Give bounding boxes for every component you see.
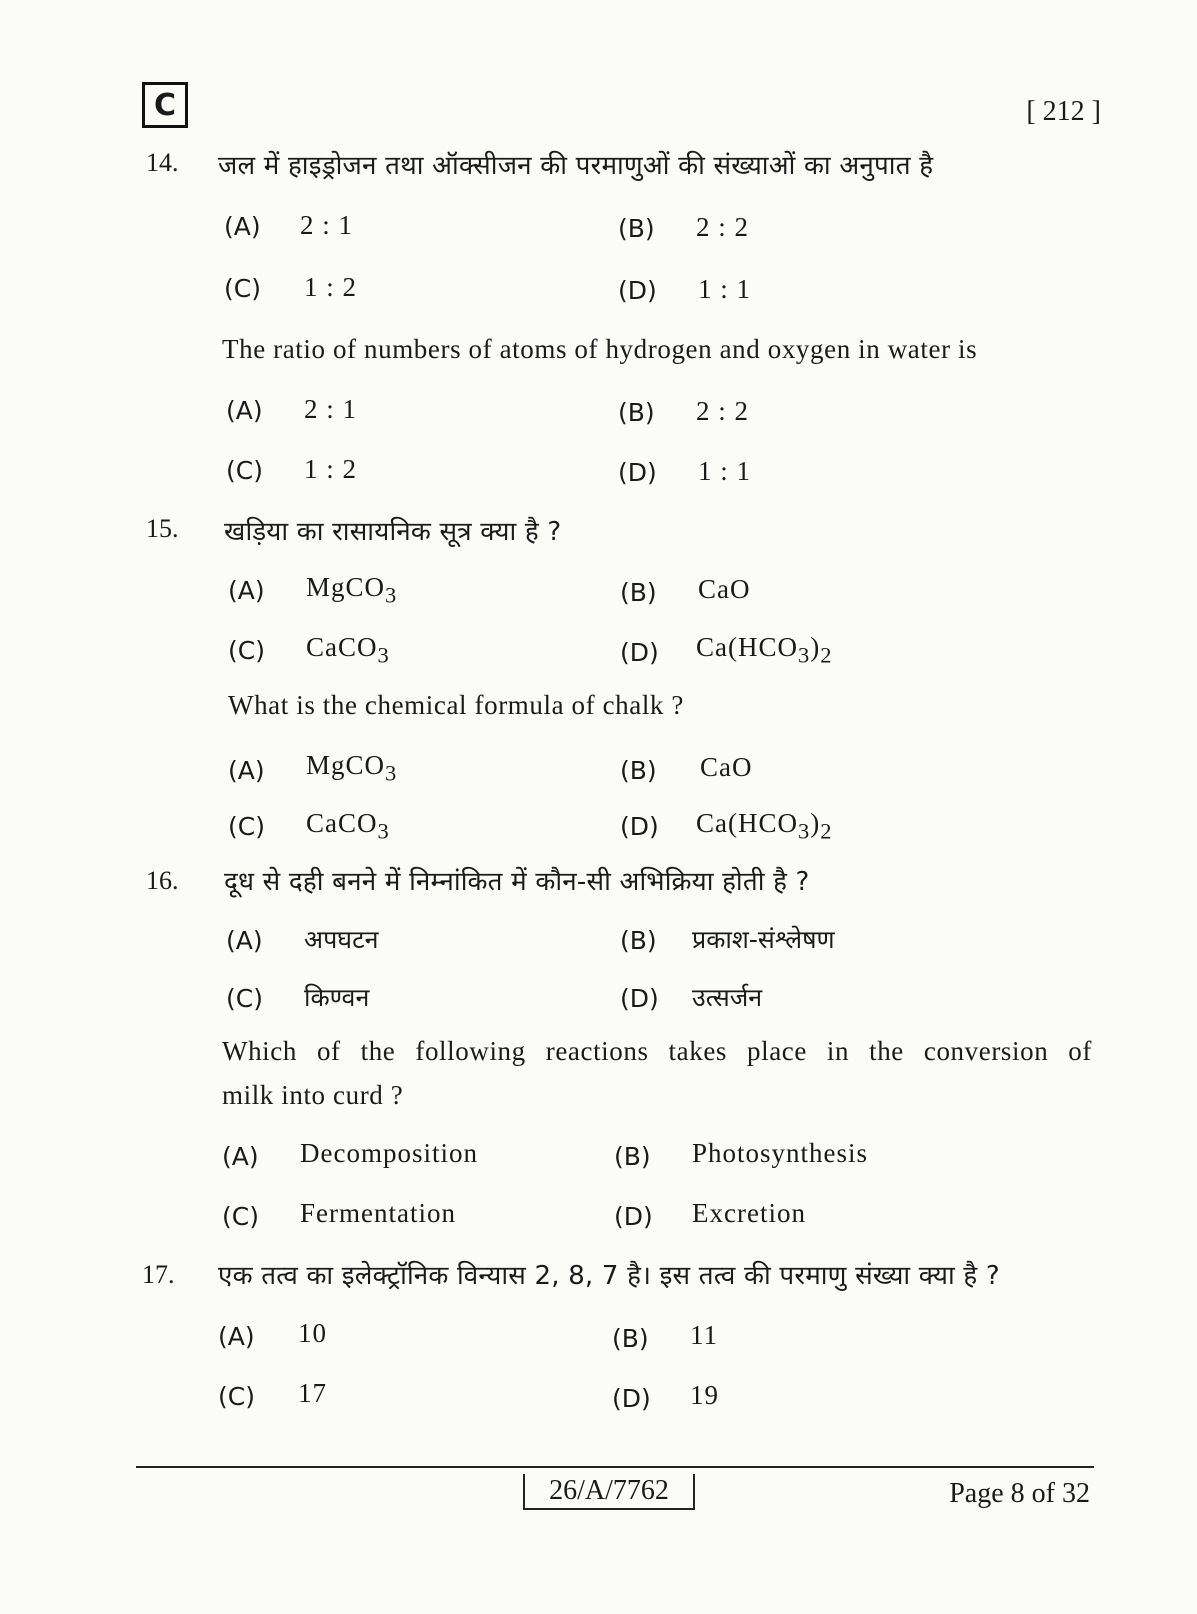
q14-en-option-a-label: (A) xyxy=(226,396,263,425)
q15-hi-option-c-text: CaCO$_3$ xyxy=(306,632,390,668)
q15-en-option-c-text: CaCO$_3$ xyxy=(306,808,390,844)
paper-code-box: 26/A/7762 xyxy=(523,1474,695,1510)
q16-hi-option-a-text: अपघटन xyxy=(304,925,379,954)
q17-option-a-label: (A) xyxy=(218,1322,255,1351)
q16-hi-option-c-text: किण्वन xyxy=(304,983,370,1012)
q14-hi-option-a-label: (A) xyxy=(224,212,261,241)
q17-option-c-label: (C) xyxy=(218,1382,255,1411)
q14-hi-option-d-label: (D) xyxy=(618,276,657,305)
q14-hi-option-c-text: 1 : 2 xyxy=(304,272,358,302)
q16-hi-option-a-label: (A) xyxy=(226,926,263,955)
question-17-hindi-text: एक तत्व का इलेक्ट्रॉनिक विन्यास 2, 8, 7 है। इस तत्व की परमाणु संख्या क्या है ? xyxy=(218,1261,1000,1291)
q15-hi-option-a-label: (A) xyxy=(228,576,265,605)
q14-hi-option-a-text: 2 : 1 xyxy=(300,210,354,240)
q16-en-option-a-text: Decomposition xyxy=(300,1138,478,1168)
q14-en-option-b-label: (B) xyxy=(618,398,655,427)
q16-en-option-a-label: (A) xyxy=(222,1142,259,1171)
q15-hi-option-d-text: $Ca(HCO_3)_2$ xyxy=(696,632,833,668)
q17-option-c-text: 17 xyxy=(298,1378,327,1408)
q14-en-option-d-label: (D) xyxy=(618,458,657,487)
q16-hi-option-d-label: (D) xyxy=(620,984,659,1013)
q15-en-option-c-label: (C) xyxy=(228,812,265,841)
question-17-number: 17. xyxy=(142,1260,175,1289)
q15-en-option-a-text: MgCO$_3$ xyxy=(306,750,398,786)
question-14-hindi-text: जल में हाइड्रोजन तथा ऑक्सीजन की परमाणुओं की संख्याओं का अनुपात है xyxy=(218,151,934,181)
footer-divider xyxy=(136,1466,1094,1468)
q16-hi-option-d-text: उत्सर्जन xyxy=(692,983,763,1012)
page-number: Page 8 of 32 xyxy=(949,1478,1090,1509)
question-14-number: 14. xyxy=(146,148,179,177)
q16-en-option-d-text: Excretion xyxy=(692,1198,806,1228)
q15-en-option-d-text: $Ca(HCO_3)_2$ xyxy=(696,808,833,844)
page-code: [ 212 ] xyxy=(1026,96,1101,127)
q16-en-option-c-label: (C) xyxy=(222,1202,259,1231)
q17-option-b-text: 11 xyxy=(690,1320,718,1350)
q16-en-option-b-label: (B) xyxy=(614,1142,651,1171)
question-15-english-text: What is the chemical formula of chalk ? xyxy=(228,690,684,720)
set-code-box: C xyxy=(142,82,188,128)
q17-option-a-text: 10 xyxy=(298,1318,327,1348)
q16-en-option-b-text: Photosynthesis xyxy=(692,1138,869,1168)
q15-en-option-d-label: (D) xyxy=(620,812,659,841)
q14-hi-option-b-text: 2 : 2 xyxy=(696,212,750,242)
q16-hi-option-b-label: (B) xyxy=(620,926,657,955)
q16-hi-option-c-label: (C) xyxy=(226,984,263,1013)
question-16-english-line-2: milk into curd ? xyxy=(222,1080,404,1110)
q14-hi-option-b-label: (B) xyxy=(618,214,655,243)
q15-en-option-b-text: CaO xyxy=(700,752,753,782)
question-15-hindi-text: खड़िया का रासायनिक सूत्र क्या है ? xyxy=(224,517,562,547)
question-15-number: 15. xyxy=(146,514,179,543)
q15-hi-option-a-text: MgCO$_3$ xyxy=(306,572,398,608)
q16-en-option-d-label: (D) xyxy=(614,1202,653,1231)
q14-hi-option-d-text: 1 : 1 xyxy=(698,274,752,304)
q16-en-option-c-text: Fermentation xyxy=(300,1198,456,1228)
q14-en-option-c-label: (C) xyxy=(226,456,263,485)
q15-hi-option-c-label: (C) xyxy=(228,636,265,665)
question-14-english-text: The ratio of numbers of atoms of hydrogen and oxygen in water is xyxy=(222,334,978,364)
q15-en-option-b-label: (B) xyxy=(620,756,657,785)
q14-en-option-c-text: 1 : 2 xyxy=(304,454,358,484)
q17-option-d-text: 19 xyxy=(690,1380,719,1410)
q14-en-option-d-text: 1 : 1 xyxy=(698,456,752,486)
q17-option-b-label: (B) xyxy=(612,1324,649,1353)
q15-hi-option-d-label: (D) xyxy=(620,638,659,667)
q15-hi-option-b-text: CaO xyxy=(698,574,751,604)
q16-hi-option-b-text: प्रकाश-संश्लेषण xyxy=(692,925,835,954)
question-16-hindi-text: दूध से दही बनने में निम्नांकित में कौन-सी अभिक्रिया होती है ? xyxy=(224,867,810,897)
q14-en-option-b-text: 2 : 2 xyxy=(696,396,750,426)
q14-en-option-a-text: 2 : 1 xyxy=(304,394,358,424)
question-16-english-line-1: Which of the following reactions takes place in the conversion of xyxy=(222,1036,1092,1066)
q17-option-d-label: (D) xyxy=(612,1384,651,1413)
question-16-number: 16. xyxy=(146,866,179,895)
q14-hi-option-c-label: (C) xyxy=(224,274,261,303)
q15-hi-option-b-label: (B) xyxy=(620,578,657,607)
q15-en-option-a-label: (A) xyxy=(228,756,265,785)
